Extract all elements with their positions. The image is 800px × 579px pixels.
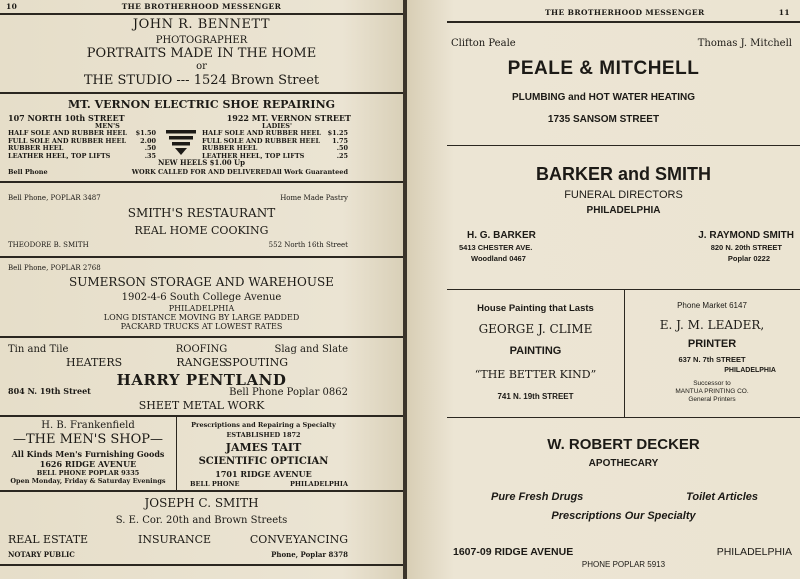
ad-name: SUMERSON STORAGE AND WAREHOUSE (69, 275, 334, 289)
price-row: RUBBER HEEL .50 (8, 144, 156, 153)
divider (0, 415, 403, 417)
ad-owner: H. B. Frankenfield (41, 420, 135, 431)
slogan-left: Pure Fresh Drugs (491, 491, 584, 503)
ad-name: SMITH'S RESTAURANT (127, 206, 276, 220)
divider (447, 145, 800, 146)
ad-address: 1902-4-6 South College Avenue (121, 292, 282, 303)
partner-right: Thomas J. Mitchell (697, 38, 792, 49)
divider (0, 490, 403, 492)
ad-phone: Phone Market 6147 (677, 301, 747, 310)
ad-phone: PHONE POPLAR 5913 (581, 560, 666, 569)
divider (0, 336, 403, 338)
ad-address: 552 North 16th Street (268, 241, 348, 249)
footer-center: WORK CALLED FOR AND DELIVERED (131, 168, 272, 176)
price-row: HALF SOLE AND RUBBER HEEL $1.50 (8, 129, 156, 137)
running-head: THE BROTHERHOOD MESSENGER (121, 2, 282, 11)
ad-tagline: PORTRAITS MADE IN THE HOME (86, 46, 317, 61)
ad-address: 804 N. 19th Street (8, 386, 91, 396)
ad-pastry: Home Made Pastry (280, 194, 348, 202)
ad-address: 637 N. 7th STREET (678, 355, 746, 364)
ad-hours: Open Monday, Friday & Saturday Evenings (10, 477, 166, 485)
ad-name: JOSEPH C. SMITH (144, 496, 259, 510)
row2-mid: RANGES (176, 356, 227, 369)
mens-heading: MEN'S (95, 122, 120, 130)
ad-name: E. J. M. LEADER, (659, 318, 765, 332)
header-rule (0, 13, 403, 15)
ad-name: BARKER and SMITH (536, 164, 711, 184)
ad-city: PHILADELPHIA (168, 304, 235, 313)
price-row: LEATHER HEEL, TOP LIFTS .35 (8, 151, 156, 160)
divider (0, 256, 403, 258)
ad-city: PHILADELPHIA (724, 367, 776, 374)
ad-phone: BELL PHONE (190, 480, 240, 488)
ad-trade: FUNERAL DIRECTORS (564, 189, 683, 201)
ad-line2: PACKARD TRUCKS AT LOWEST RATES (120, 322, 283, 331)
divider (0, 92, 403, 94)
row1-left: Tin and Tile (8, 344, 69, 355)
service-conveyancing: CONVEYANCING (249, 533, 348, 546)
ad-trade: PLUMBING and HOT WATER HEATING (512, 92, 695, 103)
ladies-heading: LADIES' (262, 122, 292, 130)
ad-phone: Bell Phone, POPLAR 2768 (8, 264, 101, 272)
price-row: FULL SOLE AND RUBBER HEEL 1.75 (202, 136, 348, 145)
ad-name: JAMES TAIT (225, 441, 302, 454)
ad-name: HARRY PENTLAND (116, 371, 287, 389)
partner1-address: 5413 CHESTER AVE. (459, 243, 533, 252)
page-number: 10 (6, 2, 18, 11)
ad-address: 741 N. 19th STREET (497, 392, 574, 401)
ad-address: S. E. Cor. 20th and Brown Streets (115, 515, 288, 526)
partner2-phone: Poplar 0222 (727, 254, 770, 263)
row1-mid: ROOFING (175, 344, 228, 355)
ad-line1: Prescriptions and Repairing a Specialty (191, 421, 336, 429)
partner2-name: J. RAYMOND SMITH (698, 230, 794, 241)
slogan-right: Toilet Articles (686, 491, 758, 503)
ad-trade: PRINTER (687, 338, 737, 350)
ad-address-left: 107 NORTH 10th STREET (8, 113, 125, 123)
ad-trade: SCIENTIFIC OPTICIAN (198, 456, 329, 467)
ad-address: 1607-09 RIDGE AVENUE (453, 546, 574, 558)
ad-slogan: “THE BETTER KIND” (474, 368, 597, 381)
ad-name: —THE MEN'S SHOP— (12, 432, 164, 447)
ad-address: 1626 RIDGE AVENUE (39, 459, 137, 469)
ad-studio: THE STUDIO --- 1524 Brown Street (83, 73, 320, 88)
ad-tagline: House Painting that Lasts (477, 303, 594, 314)
ad-address: 1735 SANSOM STREET (547, 114, 660, 125)
ad-name: PEALE & MITCHELL (507, 58, 700, 79)
row2-right: SPOUTING (224, 356, 288, 369)
mens-price-list (8, 130, 156, 160)
ad-address-right: 1922 MT. VERNON STREET (226, 113, 351, 123)
ad-line1: LONG DISTANCE MOVING BY LARGE PADDED (103, 313, 300, 322)
right-page (407, 0, 800, 579)
notary: NOTARY PUBLIC (8, 550, 75, 559)
row2-left: HEATERS (66, 356, 123, 369)
footer-right: All Work Guaranteed (271, 168, 348, 176)
partner2-address: 820 N. 20th STREET (710, 243, 782, 252)
row1-right: Slag and Slate (274, 344, 348, 355)
ad-phone: Phone, Poplar 8378 (271, 550, 348, 559)
ad-established: ESTABLISHED 1872 (226, 431, 301, 439)
header-rule (447, 21, 800, 23)
ad-owner: THEODORE B. SMITH (8, 241, 89, 249)
price-row: FULL SOLE AND RUBBER HEEL 2.00 (8, 136, 156, 145)
price-row: RUBBER HEEL .50 (202, 144, 348, 153)
ad-phone: BELL PHONE POPLAR 9335 (36, 469, 140, 477)
ad-name: GEORGE J. CLIME (478, 322, 593, 336)
partner-left: Clifton Peale (451, 38, 516, 49)
new-heels: NEW HEELS $1.00 Up (157, 158, 246, 167)
ad-name: JOHN R. BENNETT (132, 17, 271, 32)
ad-tagline: REAL HOME COOKING (134, 224, 269, 237)
ad-title: MT. VERNON ELECTRIC SHOE REPAIRING (67, 98, 336, 111)
ad-profession: PHOTOGRAPHER (155, 35, 248, 46)
price-row: LEATHER HEEL, TOP LIFTS .25 (202, 151, 348, 160)
successor-trade: General Printers (688, 396, 736, 403)
ad-specialty: Prescriptions Our Specialty (551, 510, 696, 522)
ad-address: 1701 RIDGE AVENUE (215, 469, 312, 479)
price-row: HALF SOLE AND RUBBER HEEL $1.25 (202, 129, 348, 137)
successor-label: Successor to (693, 380, 731, 387)
ad-line1: All Kinds Men's Furnishing Goods (11, 449, 165, 459)
ad-or: or (196, 61, 207, 72)
bottom-rule (0, 564, 403, 566)
ad-city: PHILADELPHIA (290, 480, 348, 488)
footer-left: Bell Phone (8, 168, 48, 176)
ladies-price-list (202, 130, 348, 160)
ad-name: W. ROBERT DECKER (547, 436, 700, 453)
divider (447, 417, 800, 418)
service-insurance: INSURANCE (138, 533, 212, 546)
ad-city: PHILADELPHIA (586, 205, 661, 216)
ad-city: PHILADELPHIA (716, 546, 792, 558)
lightning-logo-icon (164, 128, 198, 156)
ad-trade: APOTHECARY (588, 458, 659, 469)
partner1-phone: Woodland 0467 (471, 254, 526, 263)
partner1-name: H. G. BARKER (467, 230, 536, 241)
divider (0, 181, 403, 183)
service-real-estate: REAL ESTATE (8, 533, 89, 546)
ad-trade: PAINTING (509, 345, 562, 357)
ad-trade: SHEET METAL WORK (138, 399, 265, 412)
successor-name: MANTUA PRINTING CO. (675, 388, 749, 395)
ad-phone: Bell Phone, POPLAR 3487 (8, 194, 101, 202)
ad-phone: Bell Phone Poplar 0862 (229, 387, 348, 398)
page-number: 11 (778, 8, 790, 17)
running-head: THE BROTHERHOOD MESSENGER (545, 8, 705, 17)
